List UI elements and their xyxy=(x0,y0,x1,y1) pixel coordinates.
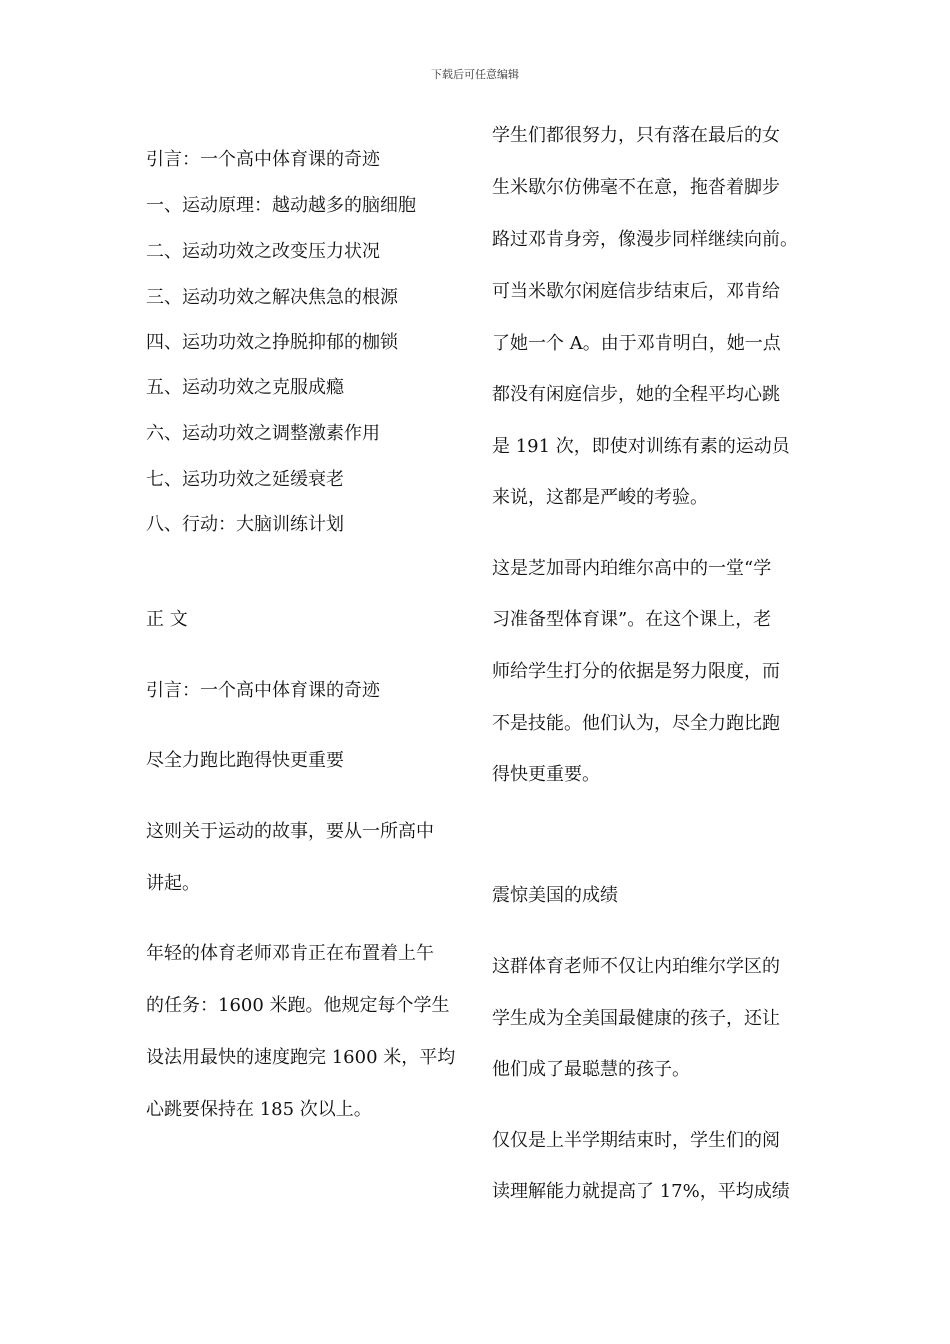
paragraph-line: 习准备型体育课”。在这个课上，老 xyxy=(492,609,772,630)
paragraph-line: 设法用最快的速度跑完 1600 米，平均 xyxy=(146,1047,456,1068)
toc-item: 八、行动：大脑训练计划 xyxy=(146,514,344,535)
paragraph-line: 路过邓肯身旁，像漫步同样继续向前。 xyxy=(492,229,798,250)
paragraph-line: 师给学生打分的依据是努力限度，而 xyxy=(492,661,780,682)
paragraph-line: 学生们都很努力，只有落在最后的女 xyxy=(492,125,780,146)
section-heading: 震惊美国的成绩 xyxy=(492,885,618,906)
paragraph-line: 来说，这都是严峻的考验。 xyxy=(492,487,708,508)
toc-item: 引言：一个高中体育课的奇迹 xyxy=(146,149,380,170)
paragraph-line: 生米歇尔仿佛毫不在意，拖沓着脚步 xyxy=(492,177,780,198)
paragraph-line: 他们成了最聪慧的孩子。 xyxy=(492,1059,690,1080)
paragraph-line: 都没有闲庭信步，她的全程平均心跳 xyxy=(492,384,780,405)
paragraph-line: 年轻的体育老师邓肯正在布置着上午 xyxy=(146,943,434,964)
toc-item: 四、运功功效之挣脱抑郁的枷锁 xyxy=(146,332,398,353)
paragraph-line: 读理解能力就提高了 17%，平均成绩 xyxy=(492,1181,790,1202)
paragraph-line: 学生成为全美国最健康的孩子，还让 xyxy=(492,1008,780,1029)
toc-item: 六、运动功效之调整激素作用 xyxy=(146,423,380,444)
paragraph-line: 这则关于运动的故事，要从一所高中 xyxy=(146,821,434,842)
paragraph-line: 的任务：1600 米跑。他规定每个学生 xyxy=(146,995,450,1016)
paragraph-line: 不是技能。他们认为，尽全力跑比跑 xyxy=(492,713,780,734)
page-header: 下载后可任意编辑 xyxy=(431,68,519,81)
toc-item: 三、运动功效之解决焦急的根源 xyxy=(146,287,398,308)
toc-item: 二、运动功效之改变压力状况 xyxy=(146,241,380,262)
toc-item: 一、运动原理：越动越多的脑细胞 xyxy=(146,195,416,216)
intro-title: 引言：一个高中体育课的奇迹 xyxy=(146,680,380,701)
toc-item: 五、运动功效之克服成瘾 xyxy=(146,377,344,398)
toc-item: 七、运功功效之延缓衰老 xyxy=(146,469,344,490)
paragraph-line: 讲起。 xyxy=(146,873,200,894)
paragraph-line: 是 191 次，即使对训练有素的运动员 xyxy=(492,436,790,457)
paragraph-line: 这是芝加哥内珀维尔高中的一堂“学 xyxy=(492,558,772,579)
paragraph-line: 心跳要保持在 185 次以上。 xyxy=(146,1099,372,1120)
paragraph-line: 得快更重要。 xyxy=(492,764,600,785)
paragraph-line: 仅仅是上半学期结束时，学生们的阅 xyxy=(492,1130,780,1151)
subtitle: 尽全力跑比跑得快更重要 xyxy=(146,750,344,771)
paragraph-line: 了她一个 A。由于邓肯明白，她一点 xyxy=(492,333,781,354)
paragraph-line: 这群体育老师不仅让内珀维尔学区的 xyxy=(492,956,780,977)
paragraph-line: 可当米歇尔闲庭信步结束后，邓肯给 xyxy=(492,281,780,302)
section-title: 正 文 xyxy=(146,609,188,630)
